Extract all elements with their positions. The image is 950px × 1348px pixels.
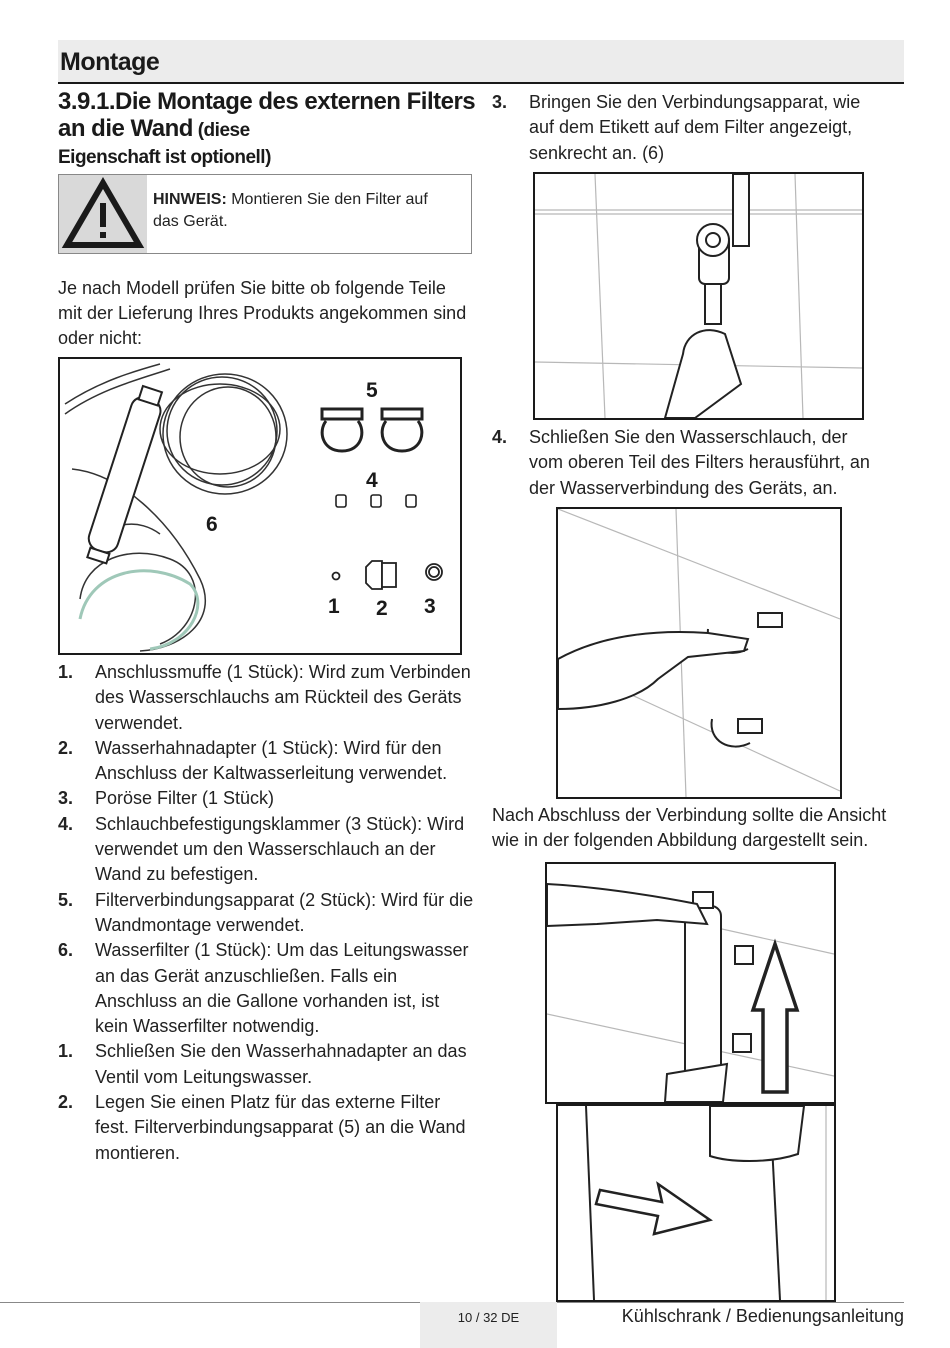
- parts-label-2: 2: [376, 597, 388, 620]
- parts-label-5: 5: [366, 379, 378, 402]
- step-item: 4. Schließen Sie den Wasserschlauch, der vom oberen Teil des Filters herausführt, an der Wasserverbindung des Geräts, an.: [492, 427, 870, 498]
- final-view-illustration-bottom: [558, 1106, 834, 1300]
- warning-triangle-icon: [59, 175, 147, 253]
- note-body: Montieren Sie den Filter auf das Gerät.: [153, 191, 428, 230]
- section-title-paren: (diese: [192, 120, 250, 141]
- page-header-title: Montage: [60, 48, 160, 76]
- note-label: HINWEIS:: [153, 191, 227, 208]
- section-title: [58, 88, 478, 171]
- step-item: 1. Schließen Sie den Wasserhahnadapter an das Ventil vom Leitungswasser.: [58, 1041, 467, 1087]
- up-arrow-icon: [753, 944, 797, 1092]
- final-view-figure-bottom: [556, 1104, 836, 1302]
- parts-figure: [58, 357, 462, 655]
- note-icon-cell: [59, 175, 147, 253]
- section-title-sub: Eigenschaft ist optionell): [58, 147, 271, 168]
- list-item: 2. Wasserhahnadapter (1 Stück): Wird für den Anschluss der Kaltwasserleitung verwendet.: [58, 737, 448, 784]
- note-box: [58, 174, 472, 254]
- final-view-illustration-top: [547, 864, 834, 1102]
- section-title-main: 3.9.1.Die Montage des externen Filters an die Wand: [58, 88, 476, 142]
- parts-list: [58, 660, 474, 1166]
- note-text: [153, 189, 453, 233]
- header-band: [58, 40, 904, 84]
- parts-label-1: 1: [328, 595, 340, 618]
- step-3-block: [492, 90, 872, 166]
- step-3-figure: [533, 172, 864, 420]
- parts-label-4: 4: [366, 469, 378, 492]
- step-4-block: [492, 425, 872, 501]
- after-connection-paragraph: Nach Abschluss der Verbindung sollte die Ansicht wie in der folgenden Abbildung dargestellt sein.: [492, 805, 887, 850]
- step-item: 3. Bringen Sie den Verbindungsapparat, wie auf dem Etikett auf dem Filter angezeigt, senkrecht an. (6): [492, 92, 861, 163]
- final-view-figure-top: [545, 862, 836, 1104]
- step-item: 2. Legen Sie einen Platz für das externe Filter fest. Filterverbindungsapparat (5) an die Wand montieren.: [58, 1092, 466, 1163]
- footer-page-number: 10 / 32 DE: [457, 1310, 520, 1325]
- list-item: 3. Poröse Filter (1 Stück): [58, 788, 275, 809]
- parts-label-3: 3: [424, 595, 436, 618]
- list-item: 1. Anschlussmuffe (1 Stück): Wird zum Verbinden des Wasserschlauchs am Rückteil des Geräts verwendet.: [58, 662, 471, 733]
- step-3-illustration: [535, 174, 862, 418]
- parts-illustration: [60, 359, 460, 653]
- intro-paragraph: Je nach Modell prüfen Sie bitte ob folgende Teile mit der Lieferung Ihres Produkts angekommen sind oder nicht:: [58, 278, 467, 348]
- list-item: 6. Wasserfilter (1 Stück): Um das Leitungswasser an das Gerät anzuschließen. Falls ein Anschluss an die Gallone vorhanden ist, ist kein Wasserfilter notwendig.: [58, 940, 469, 1037]
- footer-document-title: Kühlschrank / Bedienungsanleitung: [621, 1306, 904, 1326]
- step-4-figure: [556, 507, 842, 799]
- footer-page-box: [420, 1302, 557, 1348]
- diagonal-arrow-icon: [596, 1184, 710, 1234]
- step-4-illustration: [558, 509, 840, 797]
- parts-label-6: 6: [206, 513, 218, 536]
- list-item: 5. Filterverbindungsapparat (2 Stück): Wird für die Wandmontage verwendet.: [58, 889, 474, 935]
- list-item: 4. Schlauchbefestigungsklammer (3 Stück): Wird verwendet um den Wasserschlauch an der Wand zu befestigen.: [58, 813, 465, 885]
